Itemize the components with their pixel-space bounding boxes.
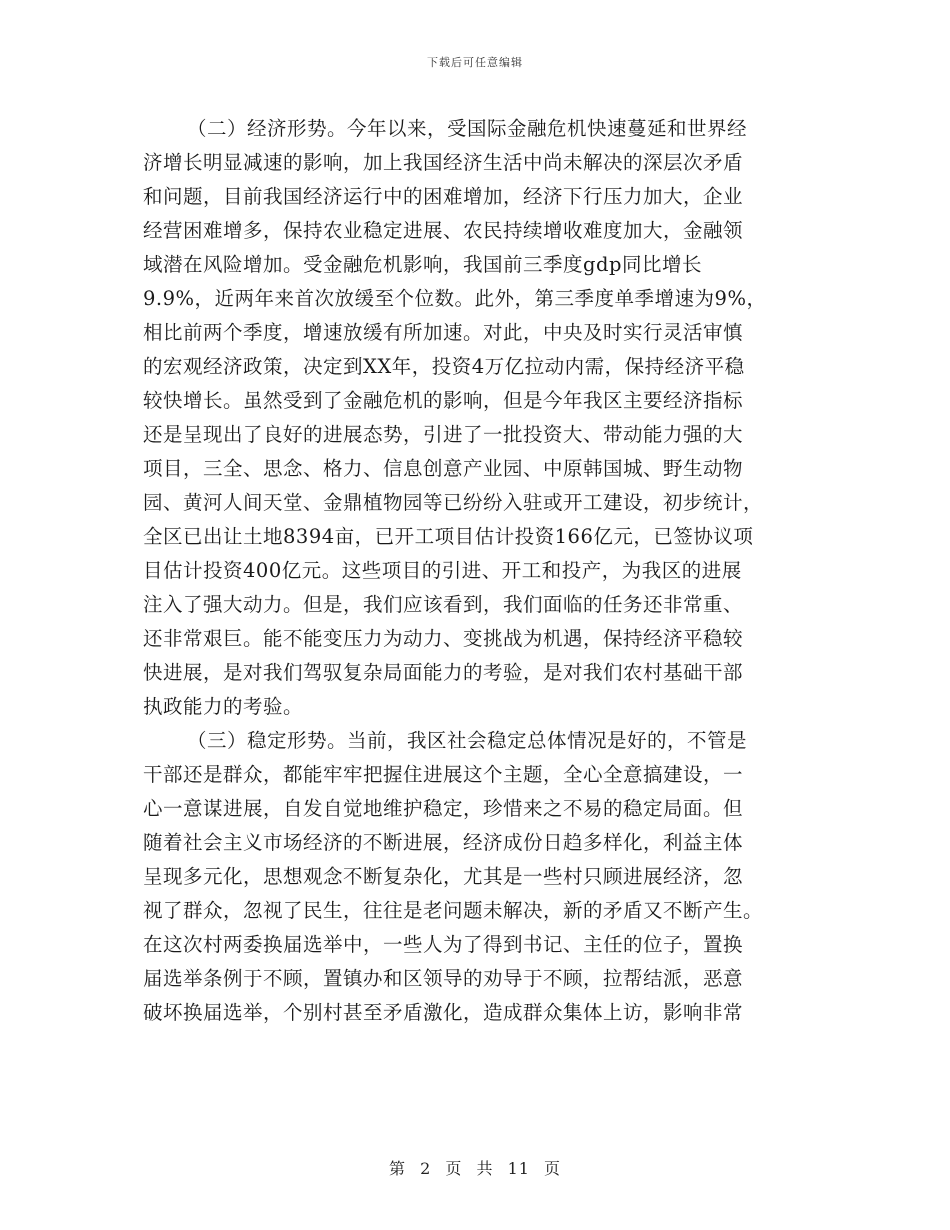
text-line: 域潜在风险增加。受金融危机影响，我国前三季度gdp同比增长 bbox=[143, 253, 702, 276]
page-header: 下载后可任意编辑 bbox=[427, 56, 523, 69]
text-line: 干部还是群众，都能牢牢把握住进展这个主题，全心全意搞建设，一 bbox=[143, 763, 744, 786]
text-line: 全区已出让土地8394亩，已开工项目估计投资166亿元，已签协议项 bbox=[143, 525, 754, 548]
text-line: 届选举条例于不顾，置镇办和区领导的劝导于不顾，拉帮结派，恶意 bbox=[143, 967, 744, 990]
footer-suffix: 页 bbox=[544, 1159, 562, 1178]
text-line: 视了群众，忽视了民生，往往是老问题未解决，新的矛盾又不断产生。 bbox=[143, 899, 764, 922]
text-line: 的宏观经济政策，决定到XX年，投资4万亿拉动内需，保持经济平稳 bbox=[143, 355, 745, 378]
text-line: 较快增长。虽然受到了金融危机的影响，但是今年我区主要经济指标 bbox=[143, 389, 744, 412]
text-line: 9.9%，近两年来首次放缓至个位数。此外，第三季度单季增速为9%， bbox=[143, 287, 767, 310]
text-line: 心一意谋进展，自发自觉地维护稳定，珍惜来之不易的稳定局面。但 bbox=[143, 797, 744, 820]
text-line: 园、黄河人间天堂、金鼎植物园等已纷纷入驻或开工建设，初步统计， bbox=[143, 491, 764, 514]
footer-page-word: 页 bbox=[445, 1159, 463, 1178]
text-line: 破坏换届选举，个别村甚至矛盾激化，造成群众集体上访，影响非常 bbox=[143, 1001, 744, 1024]
text-line: 目估计投资400亿元。这些项目的引进、开工和投产，为我区的进展 bbox=[143, 559, 742, 582]
text-line: 执政能力的考验。 bbox=[143, 695, 304, 718]
paragraph-economic-situation bbox=[143, 112, 807, 724]
text-line: 快进展，是对我们驾驭复杂局面能力的考验，是对我们农村基础干部 bbox=[143, 661, 744, 684]
text-line: 注入了强大动力。但是，我们应该看到，我们面临的任务还非常重、 bbox=[143, 593, 744, 616]
text-line: 随着社会主义市场经济的不断进展，经济成份日趋多样化，利益主体 bbox=[143, 831, 744, 854]
text-line: 济增长明显减速的影响，加上我国经济生活中尚未解决的深层次矛盾 bbox=[143, 151, 744, 174]
text-line: 和问题，目前我国经济运行中的困难增加，经济下行压力加大，企业 bbox=[143, 185, 744, 208]
text-line: 经营困难增多，保持农业稳定进展、农民持续增收难度加大，金融领 bbox=[143, 219, 744, 242]
document-body bbox=[143, 112, 807, 1030]
text-line: 相比前两个季度，增速放缓有所加速。对此，中央及时实行灵活审慎 bbox=[143, 321, 744, 344]
text-line: （二）经济形势。今年以来，受国际金融危机快速蔓延和世界经 bbox=[187, 117, 748, 140]
text-line: （三）稳定形势。当前，我区社会稳定总体情况是好的，不管是 bbox=[187, 729, 748, 752]
text-line: 在这次村两委换届选举中，一些人为了得到书记、主任的位子，置换 bbox=[143, 933, 744, 956]
text-line: 项目，三全、思念、格力、信息创意产业园、中原韩国城、野生动物 bbox=[143, 457, 744, 480]
page-footer bbox=[0, 1156, 950, 1179]
current-page-number: 2 bbox=[420, 1159, 432, 1178]
footer-prefix: 第 bbox=[388, 1159, 406, 1178]
text-line: 呈现多元化，思想观念不断复杂化，尤其是一些村只顾进展经济，忽 bbox=[143, 865, 744, 888]
text-line: 还非常艰巨。能不能变压力为动力、变挑战为机遇，保持经济平稳较 bbox=[143, 627, 744, 650]
footer-total-word: 共 bbox=[476, 1159, 494, 1178]
text-line: 还是呈现出了良好的进展态势，引进了一批投资大、带动能力强的大 bbox=[143, 423, 744, 446]
paragraph-stability-situation bbox=[143, 724, 807, 1030]
total-page-count: 11 bbox=[507, 1159, 530, 1178]
